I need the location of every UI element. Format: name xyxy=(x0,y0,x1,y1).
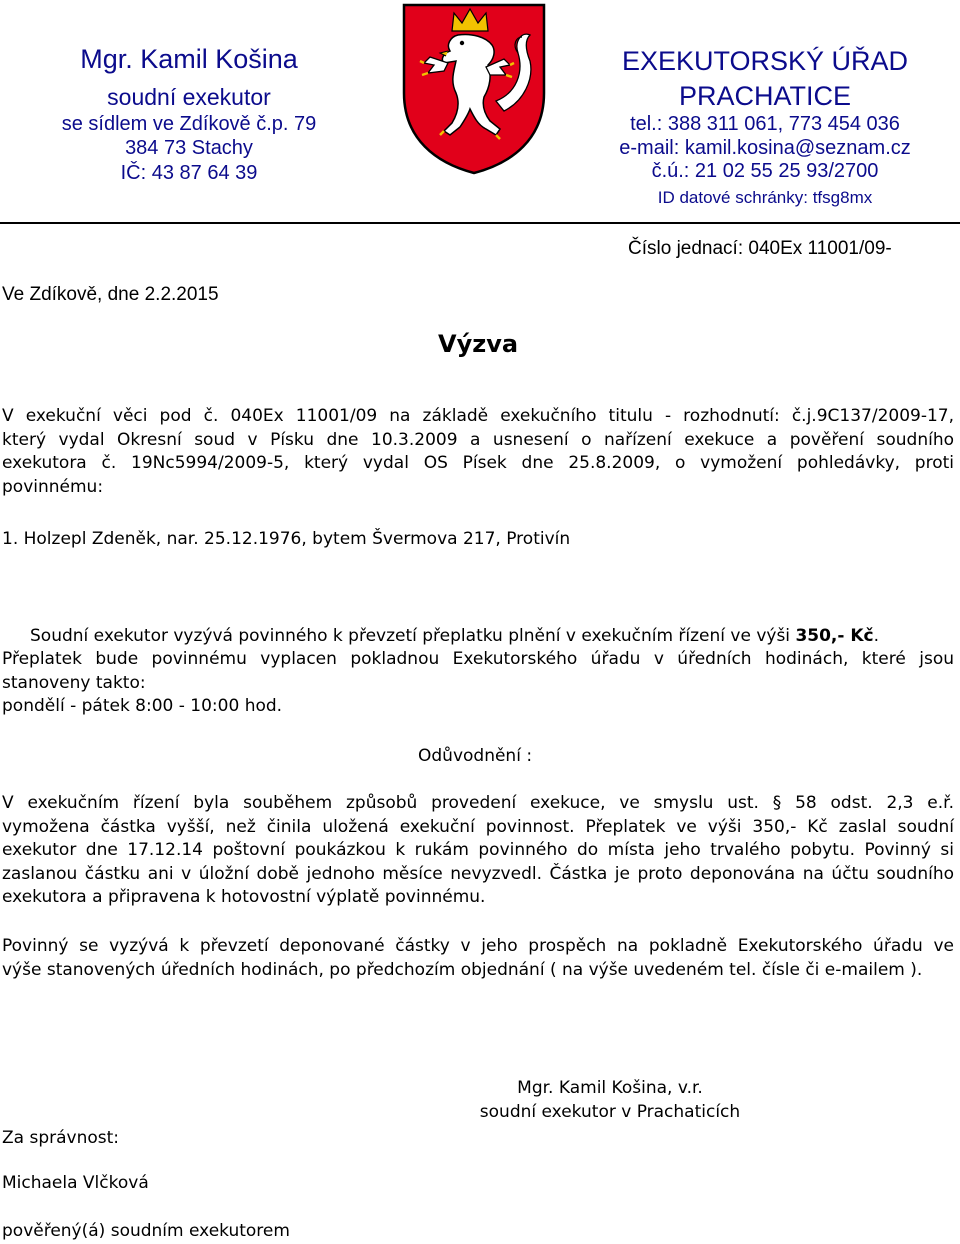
executor-name: Mgr. Kamil Košina xyxy=(80,44,298,74)
debtor-line: 1. Holzepl Zdeněk, nar. 25.12.1976, bytem Švermova 217, Protivín xyxy=(2,529,571,549)
office-account: č.ú.: 21 02 55 25 93/2700 xyxy=(651,160,879,182)
clerk-role: pověřený(á) soudním exekutorem xyxy=(2,1221,290,1241)
reasoning-line: V exekučním řízení byla souběhem způsobů provedení exekuce, ve smyslu ust. § 58 odst. 2,3 e.ř. xyxy=(2,793,954,813)
coat-of-arms-icon xyxy=(400,1,548,176)
call-paragraph xyxy=(2,648,954,719)
header-divider xyxy=(0,222,960,224)
executor-seat: se sídlem ve Zdíkově č.p. 79 xyxy=(61,113,317,135)
document-title: Výzva xyxy=(438,330,519,358)
intro-line: povinnému: xyxy=(2,476,104,497)
closing-line: Povinný se vyzývá k převzetí deponované částky v jeho prospěch na pokladně Exekutorského úřadu ve xyxy=(2,936,954,956)
office-tel: tel.: 388 311 061, 773 454 036 xyxy=(630,113,900,135)
clerk-name: Michaela Vlčková xyxy=(2,1173,149,1193)
executor-city: 384 73 Stachy xyxy=(125,137,253,159)
executor-role: soudní exekutor xyxy=(107,84,271,110)
amount-value: 350,- Kč xyxy=(795,626,874,646)
signature-role: soudní exekutor v Prachaticích xyxy=(479,1102,741,1122)
reference-number: Číslo jednací: 040Ex 11001/09- xyxy=(628,238,892,259)
office-name: EXEKUTORSKÝ ÚŘAD xyxy=(621,46,909,76)
closing-paragraph xyxy=(2,935,954,982)
call-line-1 xyxy=(30,625,879,649)
intro-paragraph xyxy=(2,405,954,499)
reasoning-line: vymožena částka vyšší, než činila uložená exekuční povinnost. Přeplatek ve výši 350,- Kč zaslal soudní xyxy=(2,816,954,837)
intro-line: V exekuční věci pod č. 040Ex 11001/09 na základě exekučního titulu - rozhodnutí: č.j.9C137/2009-17, xyxy=(2,406,954,426)
reasoning-line: zaslanou částku ani v úložní době jednoho měsíce nevyzvedl. Částka je proto deponována na účtu soudního xyxy=(2,863,954,884)
reasoning-line: exekutor dne 17.12.14 poštovní poukázkou k rukám povinného do místa jeho trvalého pobytu. Povinný si xyxy=(2,840,954,860)
reasoning-line: exekutora a připravena k hotovostní výplatě povinnému. xyxy=(2,887,486,907)
call-line-2: Přeplatek bude povinnému vyplacen pokladnou Exekutorského úřadu v úředních hodinách, které jsou xyxy=(2,649,954,669)
reasoning-heading: Odůvodnění : xyxy=(418,746,533,766)
call-end: . xyxy=(873,626,880,646)
office-town: PRACHATICE xyxy=(678,81,852,111)
office-databox: ID datové schránky: tfsg8mx xyxy=(657,188,873,207)
call-text: Soudní exekutor vyzývá povinného k převzetí přeplatku plnění v exekučním řízení ve výši xyxy=(30,626,796,646)
closing-line: výše stanovených úředních hodinách, po předchozím objednání ( na výše uvedeném tel. čísle či e-mailem ). xyxy=(2,959,923,980)
intro-line: exekutora č. 19Nc5994/2009-5, který vydal OS Písek dne 25.8.2009, o vymožení pohledávky, proti xyxy=(2,453,954,473)
signature-name: Mgr. Kamil Košina, v.r. xyxy=(517,1078,703,1098)
executor-ic: IČ: 43 87 64 39 xyxy=(120,162,258,184)
call-line-3: stanoveny takto: xyxy=(2,672,146,693)
for-accuracy-label: Za správnost: xyxy=(2,1128,120,1148)
call-line-4: pondělí - pátek 8:00 - 10:00 hod. xyxy=(2,696,283,716)
place-date: Ve Zdíkově, dne 2.2.2015 xyxy=(2,284,219,305)
reasoning-paragraph xyxy=(2,792,954,910)
intro-line: který vydal Okresní soud v Písku dne 10.3.2009 a usnesení o nařízení exekuce a pověření soudního xyxy=(2,429,954,450)
office-email: e-mail: kamil.kosina@seznam.cz xyxy=(619,137,911,159)
